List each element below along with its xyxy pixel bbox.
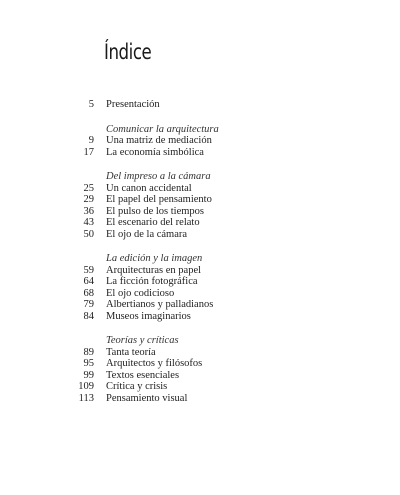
toc-entry [0, 276, 400, 288]
toc-entry [0, 194, 400, 206]
toc-page-number: 29 [83, 194, 94, 205]
toc-entry [0, 147, 400, 159]
toc-entry-title: Tanta teoría [106, 346, 156, 358]
toc-entry-title: El escenario del relato [106, 217, 200, 228]
toc-page-number: 25 [83, 182, 94, 194]
toc-page-number: 43 [83, 217, 94, 228]
toc-entry [0, 358, 400, 370]
toc-entry-title: El ojo de la cámara [106, 228, 188, 240]
toc-page-number: 79 [83, 299, 94, 310]
toc-entry-title: El pulso de los tiempos [106, 205, 204, 217]
toc-page-number: 95 [83, 358, 94, 369]
toc-page-number: 17 [83, 146, 94, 158]
toc-entry-title: La economía simbólica [106, 146, 204, 158]
toc-entry [0, 288, 400, 300]
toc-section [0, 124, 400, 159]
toc-entry-title: Pensamiento visual [106, 392, 188, 404]
toc-section-heading: La edición y la imagen [106, 253, 203, 264]
toc-entry-title: Arquitectos y filósofos [106, 358, 203, 369]
toc-section [0, 335, 400, 404]
toc-entry [0, 370, 400, 382]
toc-entry-title: Crítica y crisis [106, 381, 168, 392]
toc-section [0, 171, 400, 240]
toc-page-number: 113 [78, 392, 94, 404]
table-of-contents [0, 99, 400, 404]
toc-entry-title: Una matriz de mediación [106, 135, 212, 146]
toc-page-number: 5 [88, 99, 94, 110]
toc-entry-title: Arquitecturas en papel [106, 264, 202, 276]
toc-entry [0, 393, 400, 405]
toc-page-number: 84 [83, 310, 94, 322]
toc-section [0, 99, 400, 111]
toc-entry-title: Textos esenciales [106, 369, 180, 381]
toc-entry [0, 311, 400, 323]
page-title: Índice [104, 40, 152, 64]
toc-entry [0, 265, 400, 277]
toc-section-heading: Del impreso a la cámara [106, 171, 211, 182]
toc-page-number: 109 [78, 381, 94, 392]
toc-page-number: 36 [83, 205, 94, 217]
toc-entry [0, 381, 400, 393]
toc-page-number: 64 [83, 276, 94, 287]
toc-page-number: 59 [83, 264, 94, 276]
toc-entry [0, 183, 400, 195]
toc-entry [0, 217, 400, 229]
toc-section-heading: Comunicar la arquitectura [106, 123, 219, 135]
toc-page-number: 89 [83, 346, 94, 358]
toc-section [0, 253, 400, 322]
toc-entry-title: Museos imaginarios [106, 310, 191, 322]
toc-entry-title: El papel del pensamiento [106, 194, 212, 205]
toc-entry [0, 299, 400, 311]
toc-entry [0, 135, 400, 147]
toc-page-number: 50 [83, 228, 94, 240]
toc-page-number: 9 [88, 135, 94, 146]
toc-entry-title: Presentación [106, 99, 160, 110]
toc-entry-title: Albertianos y palladianos [106, 299, 214, 310]
toc-entry-title: La ficción fotográfica [106, 276, 198, 287]
toc-page-number: 99 [83, 369, 94, 381]
toc-entry-title: El ojo codicioso [106, 287, 175, 299]
toc-entry [0, 229, 400, 241]
toc-section-heading: Teorías y críticas [106, 335, 179, 346]
toc-entry [0, 347, 400, 359]
toc-entry-title: Un canon accidental [106, 182, 192, 194]
toc-entry [0, 206, 400, 218]
toc-entry [0, 99, 400, 111]
toc-page-number: 68 [83, 287, 94, 299]
